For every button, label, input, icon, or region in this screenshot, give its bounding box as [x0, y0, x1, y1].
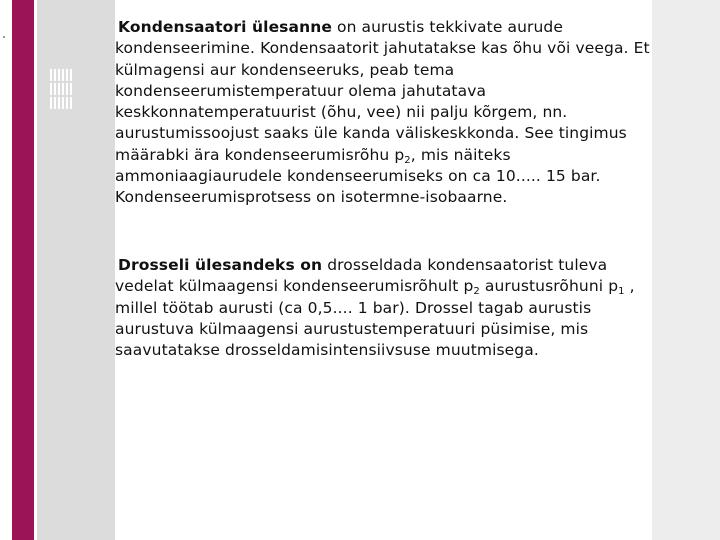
pressure-subscript-1: 1 — [618, 286, 625, 298]
margin-dot — [3, 36, 5, 38]
striped-square-logo-icon — [50, 69, 72, 109]
throttle-heading: Drosseli ülesandeks on — [118, 256, 323, 274]
throttle-text-2: aurustusrõhuni p — [484, 277, 619, 296]
condenser-paragraph — [115, 17, 652, 209]
pressure-subscript-2: 2 — [473, 286, 480, 298]
accent-stripe — [12, 0, 34, 540]
left-margin — [0, 0, 12, 540]
right-margin-panel — [652, 0, 720, 540]
throttle-paragraph — [115, 255, 652, 361]
condenser-text: on aurustis tekkivate aurude kondenseerimine. Kondensaatorit jahutatakse kas õhu või veega. Et külmagensi aur kondenseeruks, peab tema kondenseerumistemperatuur olema jahutatava keskkonnatemperatuurist (õhu, vee) nii palju kõrgem, nn. aurustumissoojust saaks üle kanda väliskeskkonda. See tingimus määrabki ära kondenseerumisrõhu p — [115, 18, 650, 164]
throttle-text-1: drosseldada kondensaatorist tuleva vedelat külmaagensi kondenseerumisrõhult p — [115, 256, 608, 296]
condenser-text-continued: , mis näiteks ammoniaagiaurudele kondenseerumiseks on ca 10..... 15 bar. Kondenseerumisprotsess on isotermne-isobaarne. — [115, 145, 601, 207]
pressure-subscript: 2 — [404, 154, 411, 166]
condenser-heading: Kondensaatori ülesanne — [118, 18, 332, 36]
side-panel — [37, 0, 115, 540]
throttle-text-3: , millel töötab aurusti (ca 0,5.... 1 bar). Drossel tagab aurustis aurustuva külmaagensi aurustustemperatuuri püsimise, mis saavutatakse drosseldamisintensiivsuse muutmisega. — [115, 277, 635, 360]
